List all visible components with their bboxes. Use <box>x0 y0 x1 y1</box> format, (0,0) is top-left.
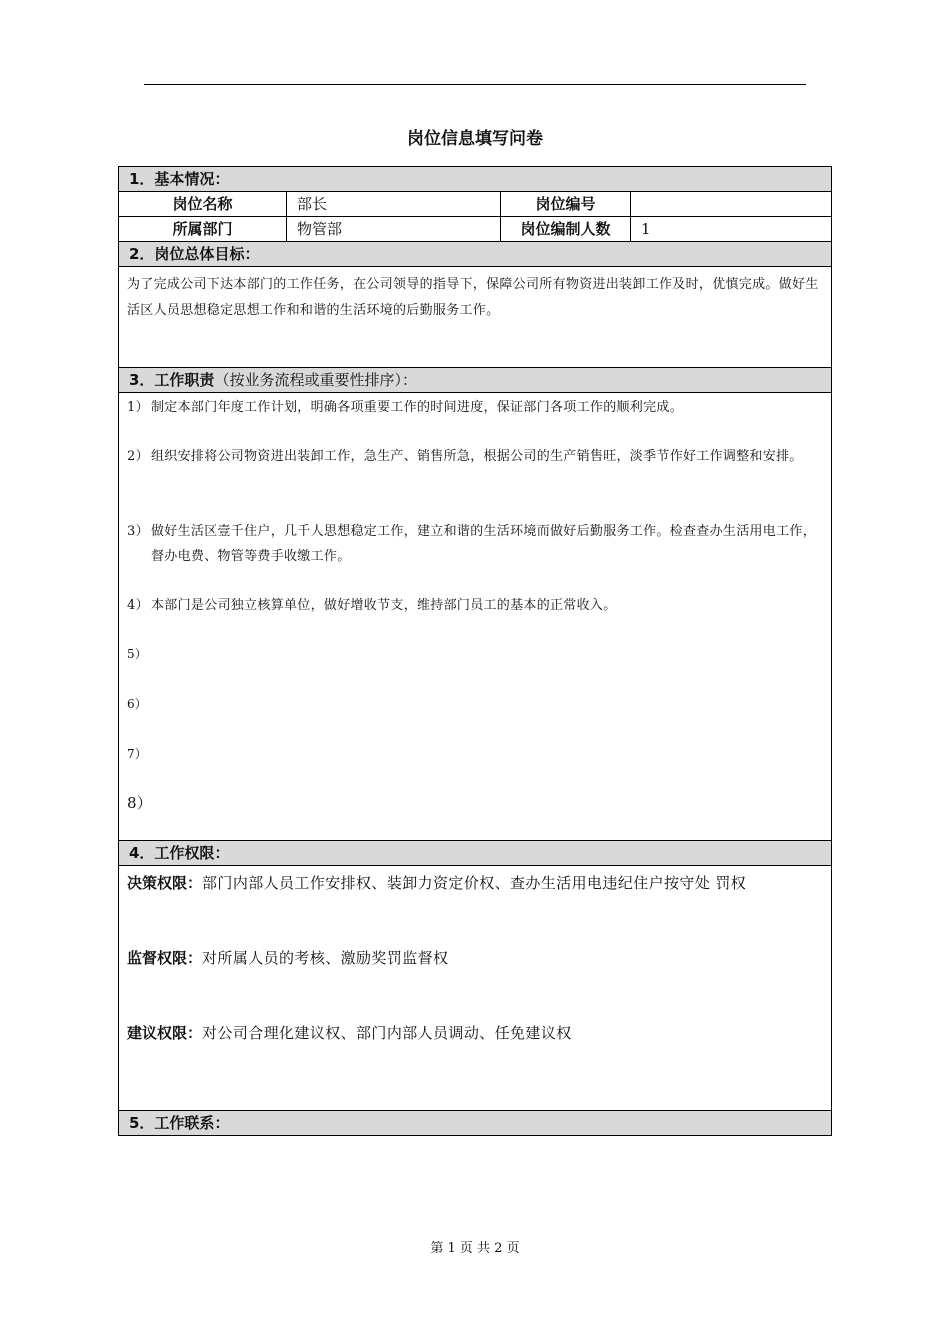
duty-item: 1） 制定本部门年度工作计划，明确各项重要工作的时间进度，保证部门各项工作的顺利完成。 <box>127 400 684 415</box>
document-title: 岗位信息填写问卷 <box>407 129 543 149</box>
overall-goal-text: 为了完成公司下达本部门的工作任务，在公司领导的指导下，保障公司所有物资进出装卸工作及时，优慎完成。做好生活区人员思想稳定思想工作和和谐的生活环境的后勤服务工作。 <box>119 267 831 368</box>
duties-list <box>119 393 831 841</box>
duty-item: 2） 组织安排将公司物资进出装卸工作，急生产、销售所急，根据公司的生产销售旺，淡季节作好工作调整和安排。 <box>127 449 803 464</box>
questionnaire-form <box>118 166 832 1136</box>
decision-authority: 决策权限： 部门内部人员工作安排权、装卸力资定价权、查办生活用电违纪住户按守处 罚权 <box>127 874 747 892</box>
position-code-label: 岗位编号 <box>501 192 631 216</box>
duty-item: 8） <box>127 794 153 812</box>
duty-item: 6） <box>127 697 148 711</box>
authority-block <box>119 866 831 1111</box>
duty-item: 4） 本部门是公司独立核算单位，做好增收节支，维持部门员工的基本的正常收入。 <box>127 598 617 613</box>
department-value[interactable]: 物管部 <box>287 217 501 241</box>
duty-item: 5） <box>127 647 148 661</box>
section-5-heading: 5．工作联系： <box>119 1111 831 1135</box>
department-label: 所属部门 <box>119 217 287 241</box>
page-footer: 第 1 页 共 2 页 <box>430 1241 520 1256</box>
headcount-label: 岗位编制人数 <box>501 217 631 241</box>
info-row-1 <box>119 192 831 217</box>
headcount-value[interactable]: 1 <box>641 220 651 238</box>
position-name-label: 岗位名称 <box>119 192 287 216</box>
section-4-heading: 4．工作权限： <box>119 841 831 866</box>
position-name-value[interactable]: 部长 <box>287 192 501 216</box>
supervision-authority: 监督权限： 对所属人员的考核、激励奖罚监督权 <box>127 949 449 967</box>
suggestion-authority: 建议权限： 对公司合理化建议权、部门内部人员调动、任免建议权 <box>127 1024 572 1042</box>
header-rule <box>144 84 806 85</box>
position-code-value[interactable] <box>631 192 831 216</box>
duty-item: 3） 做好生活区壹千住户，几千人思想稳定工作，建立和谐的生活环境而做好后勤服务工作。检查查办生活用电工作，督办电费、物管等费手收缴工作。 <box>127 524 817 564</box>
info-row-2 <box>119 217 831 242</box>
section-2-heading: 2．岗位总体目标： <box>119 242 831 267</box>
section-3-heading: 3．工作职责（按业务流程或重要性排序）： <box>119 368 831 393</box>
section-3-note: （按业务流程或重要性排序）： <box>214 371 417 389</box>
duty-item: 7） <box>127 747 148 761</box>
section-1-heading: 1．基本情况： <box>119 167 831 192</box>
